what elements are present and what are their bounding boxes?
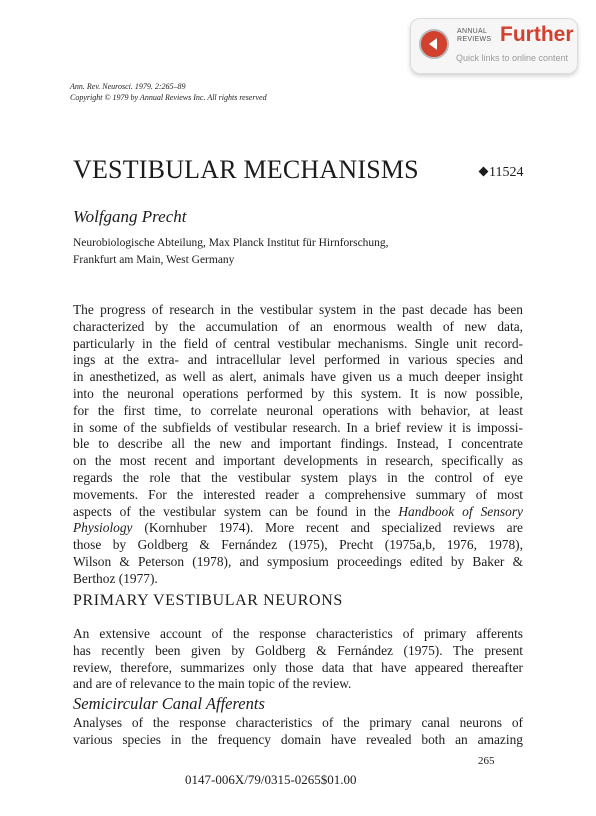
- citation-line-1: Ann. Rev. Neurosci. 1979. 2:265–89: [70, 82, 186, 91]
- text-line: [73, 520, 523, 537]
- text-line: characterized by the accumulation of an enormous wealth of new data,: [73, 318, 523, 334]
- text-line: The progress of research in the vestibular system in the past decade has been: [73, 302, 523, 317]
- brand-line-2: REVIEWS: [457, 36, 492, 43]
- further-badge[interactable]: [410, 18, 578, 74]
- article-tag-number: [480, 165, 523, 181]
- text-line: and are of relevance to the main topic of the review.: [73, 676, 352, 692]
- text-line: on the most recent and important developments in research, specifically as: [73, 453, 523, 469]
- subsection-paragraph: [73, 715, 523, 749]
- text-line: review, therefore, summarizes only those data that have appeared thereafter: [73, 659, 523, 675]
- section-paragraph: [73, 626, 523, 693]
- back-arrow-icon: [419, 29, 449, 59]
- article-code: 0147-006X/79/0315-0265$01.00: [185, 772, 357, 787]
- text-line: in some of the subfields of vestibular research. In a brief review it is impossi-: [73, 419, 523, 435]
- text-line: movements. For the interested reader a comprehensive summary of most: [73, 486, 523, 502]
- text-line: particularly in the field of central vestibular mechanisms. Single unit record-: [73, 335, 523, 351]
- article-title: VESTIBULAR MECHANISMS: [73, 155, 419, 184]
- text-line: ings at the extra- and intracellular level performed in various species and: [73, 352, 523, 368]
- diamond-icon: [479, 167, 489, 177]
- text-line: regards the role that the vestibular system plays in the control of eye: [73, 469, 523, 485]
- subsection-heading: Semicircular Canal Afferents: [73, 694, 265, 713]
- annual-reviews-logo: [457, 28, 491, 44]
- citation-line-2: Copyright © 1979 by Annual Reviews Inc. All rights reserved: [70, 93, 267, 102]
- book-title: Handbook of Sensory: [398, 503, 523, 519]
- author-name: Wolfgang Precht: [73, 207, 187, 226]
- section-heading: PRIMARY VESTIBULAR NEURONS: [73, 592, 343, 609]
- book-title: Physiology: [73, 520, 133, 536]
- affiliation-line-1: Neurobiologische Abteilung, Max Planck Institut für Hirnforschung,: [73, 237, 389, 249]
- page-number: 265: [478, 755, 495, 767]
- text-line: in anesthetized, as well as alert, animals have given us a much deeper insight: [73, 369, 523, 385]
- text-line: various species in the frequency domain have revealed both an amazing: [73, 731, 523, 747]
- text-line: those by Goldberg & Fernández (1975), Precht (1975a,b, 1976, 1978),: [73, 537, 523, 553]
- further-title: Further: [500, 23, 574, 46]
- intro-paragraph: [73, 302, 523, 588]
- text-line: ble to describe all the new and important findings. Instead, I concentrate: [73, 436, 523, 452]
- text-line: for the first time, to correlate neuronal operations with behavior, at least: [73, 402, 523, 418]
- text-line: Analyses of the response characteristics of the primary canal neurons of: [73, 715, 523, 730]
- tag-number-text: 11524: [489, 165, 524, 180]
- text-fragment: (Kornhuber 1974). More recent and specialized reviews are: [132, 520, 523, 536]
- affiliation-line-2: Frankfurt am Main, West Germany: [73, 254, 235, 266]
- text-line: Berthoz (1977).: [73, 570, 158, 586]
- text-line: An extensive account of the response characteristics of primary afferents: [73, 626, 523, 641]
- text-line: has recently been given by Goldberg & Fernández (1975). The present: [73, 642, 523, 658]
- text-fragment: aspects of the vestibular system can be found in the: [73, 503, 391, 519]
- brand-line-1: ANNUAL: [457, 28, 488, 35]
- further-subtitle: Quick links to online content: [456, 53, 569, 63]
- text-line: into the neuronal operations performed by this system. It is now possible,: [73, 385, 523, 401]
- text-line: Wilson & Peterson (1978), and symposium proceedings edited by Baker &: [73, 553, 523, 569]
- text-line: [73, 504, 523, 521]
